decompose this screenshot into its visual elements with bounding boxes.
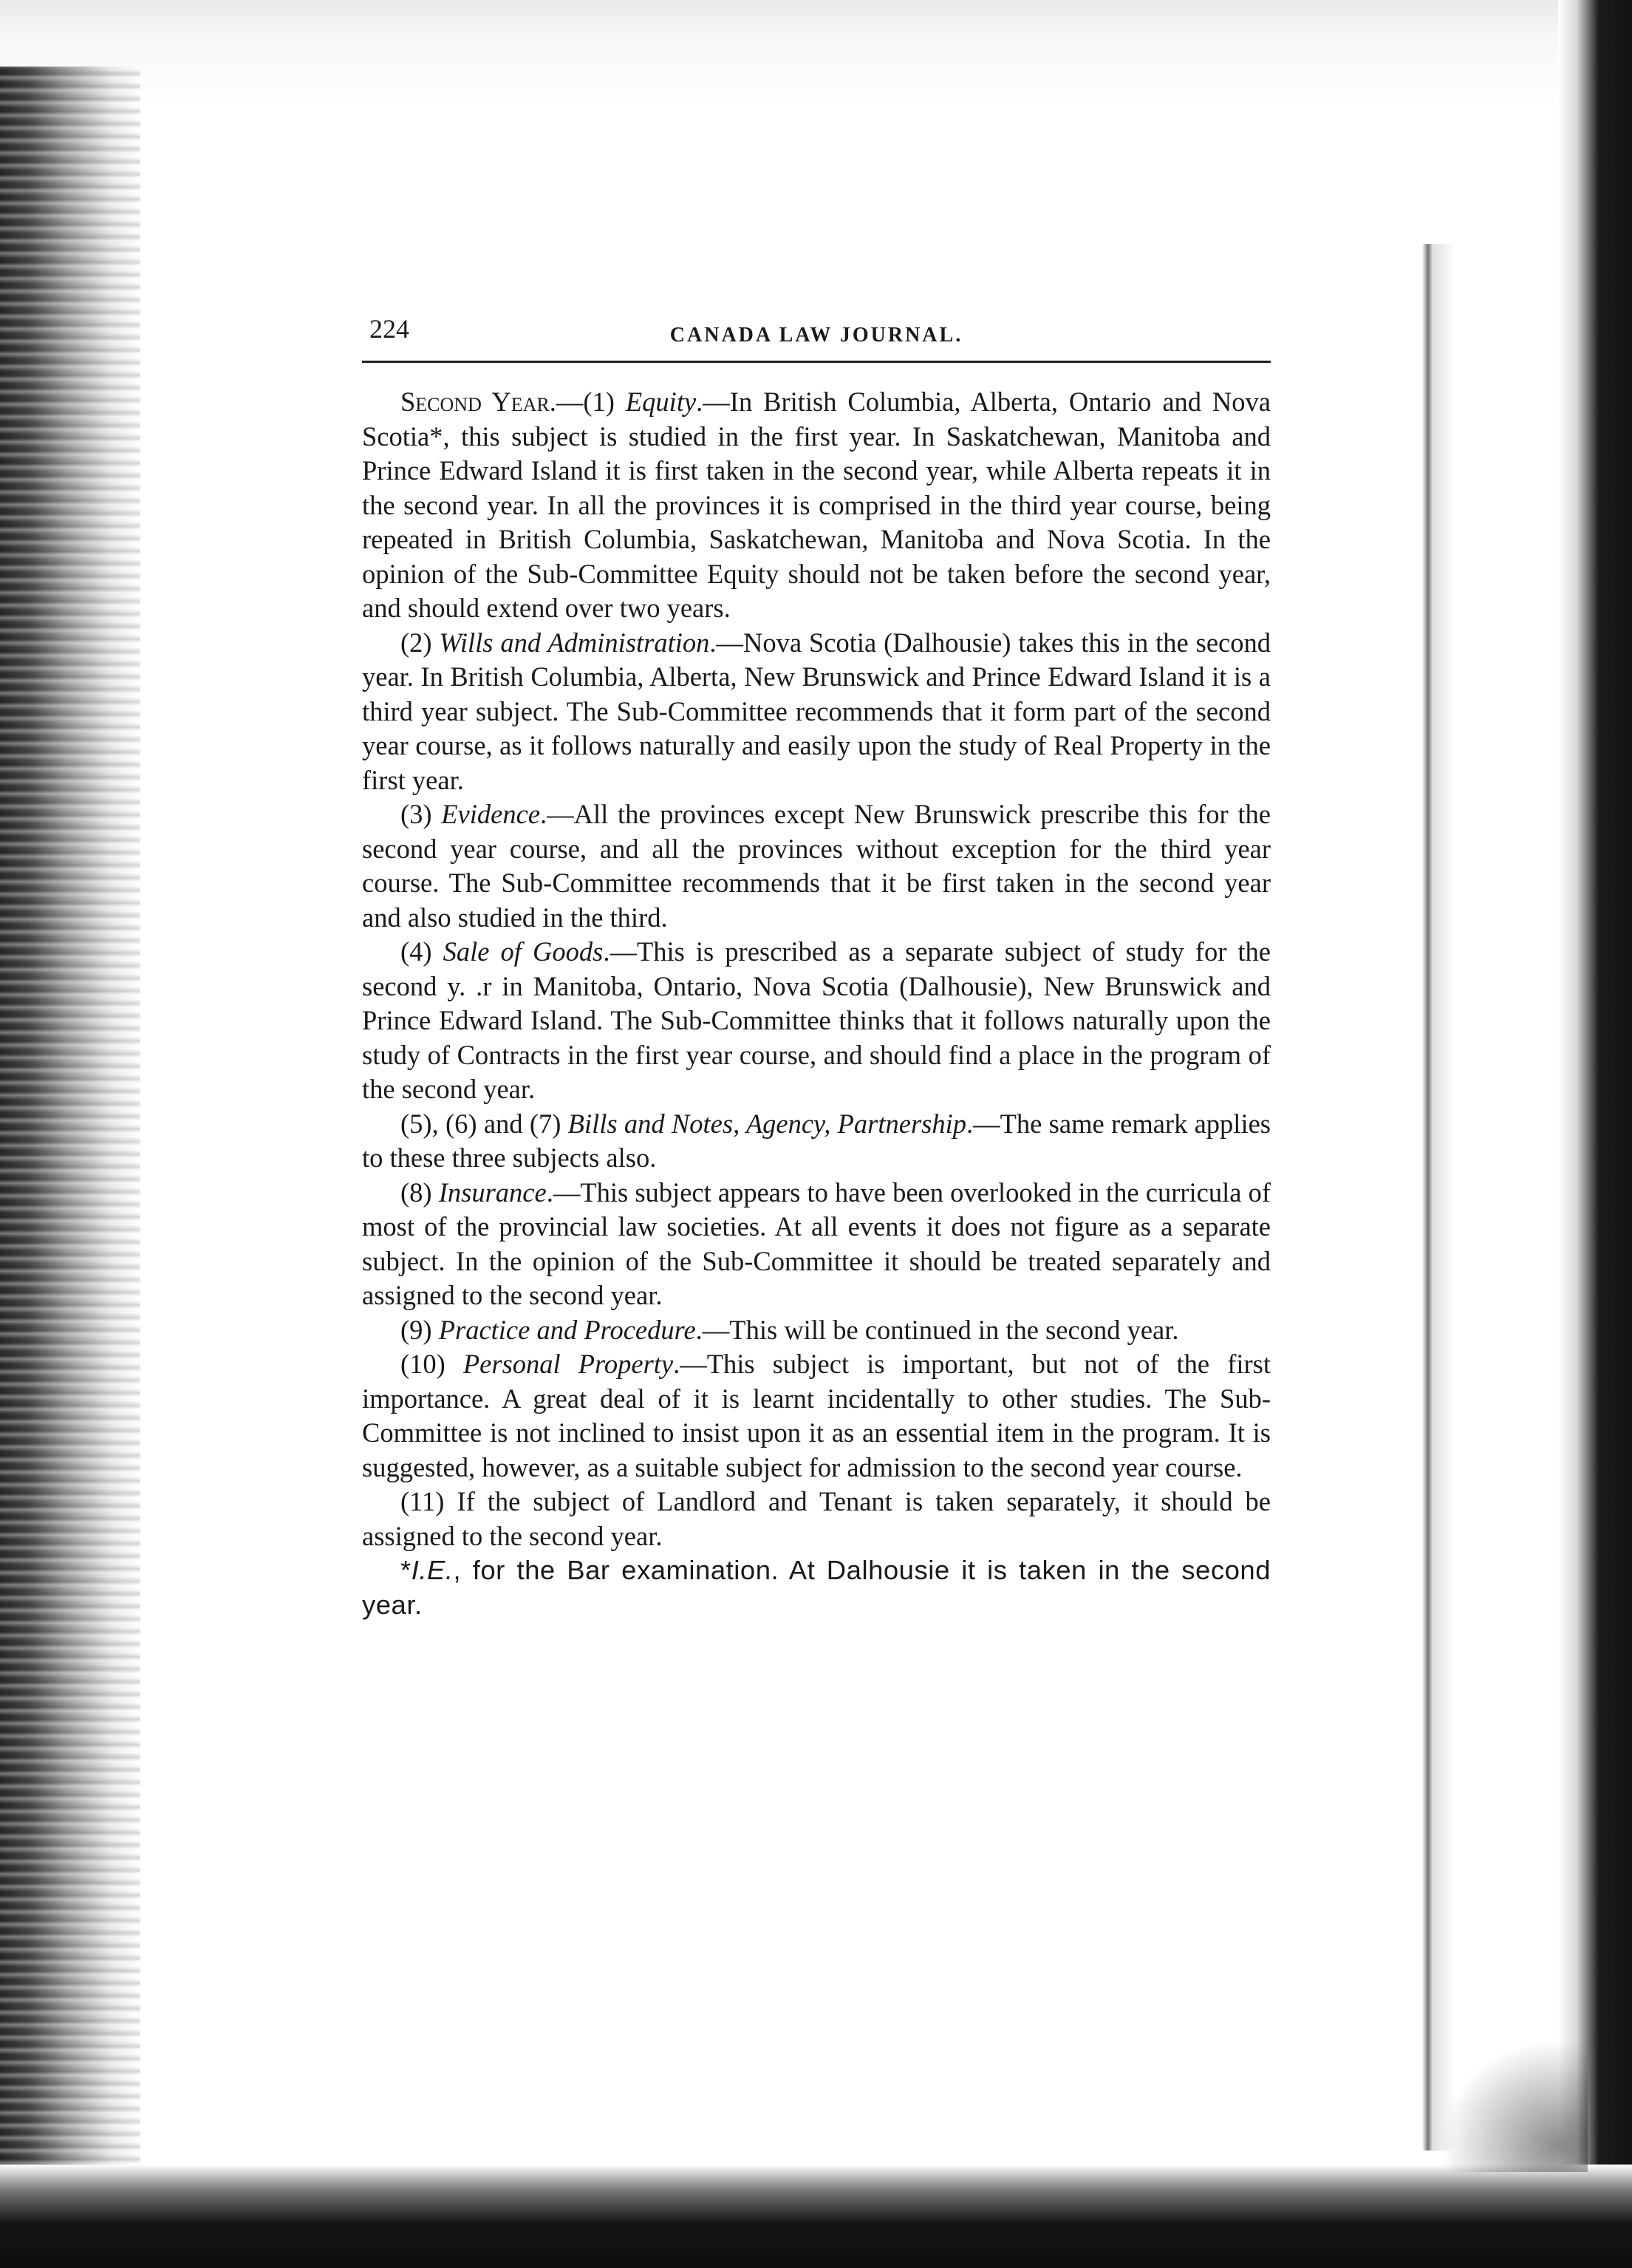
section-heading-second-year: Second Year [400, 386, 550, 417]
paragraph-heading: Insurance [438, 1176, 547, 1208]
paragraph-heading: Equity [625, 386, 697, 417]
paragraph-insurance: (8) Insurance.—This subject appears to have been overlooked in the curricula of most of the provincial law societies. At all events it does not figure as a separate subject. In the opinion of the Sub-Committee it should be treated separately and assigned to the second year. [362, 1176, 1271, 1310]
body-text [362, 385, 1271, 1622]
paragraph-text: .—This subject appears to have been overlooked in the curricula of most of the provincial law societies. At all events it does not figure as a separate subject. In the opinion of the Sub-Committee it should be treated separately and assigned to the second year. [362, 1176, 1271, 1310]
paragraph-text: If the subject of Landlord and Tenant is taken separately, it should be assigned to the second year. [362, 1486, 1271, 1551]
running-head: CANADA LAW JOURNAL. [669, 324, 963, 347]
scan-bottom-edge [0, 2165, 1632, 2268]
paragraph-sale-of-goods: (4) Sale of Goods.—This is prescribed as a separate subject of study for the second y. .r in Manitoba, Ontario, Nova Scotia (Dalhousie), New Brunswick and Prince Edward Island. The Sub-Committee thinks that it follows naturally upon the study of Contracts in the first year course, and should find a place in the program of the second year. [362, 936, 1271, 1104]
scan-corner-smudge [1440, 2039, 1588, 2172]
paragraph-wills: (2) Wills and Administration.—Nova Scotia (Dalhousie) takes this in the second year. In British Columbia, Alberta, New Brunswick and Prince Edward Island it is a third year subject. The Sub-Committee recommends that it form part of the second year course, as it follows naturally and easily upon the study of Real Property in the first year. [362, 627, 1271, 795]
footnote-text: , for the Bar examination. At Dalhousie it is taken in the second year. [362, 1555, 1271, 1620]
paragraph-heading: Personal Property [462, 1349, 674, 1379]
paragraph-text: .—This subject is important, but not of the first importance. A great deal of it is learnt incidentally to other studies. The Sub-Committee is not inclined to insist upon it as an essential item in the program. It is suggested, however, as a suitable subject for admission to the second year course. [362, 1349, 1271, 1482]
paragraph-text: .—In British Columbia, Alberta, Ontario and Nova Scotia*, this subject is studied in the first year. In Saskatchewan, Manitoba and Prince Edward Island it is first taken in the second year, while Alberta repeats it in the second year. In all the provinces it is comprised in the third year course, being repeated in British Columbia, Saskatchewan, Manitoba and Nova Scotia. In the opinion of the Sub-Committee Equity should not be taken before the second year, and should extend over two years. [362, 386, 1271, 623]
scan-top-edge [0, 0, 1632, 103]
footnote-abbr: I.E. [411, 1555, 454, 1585]
paragraph-bills-notes: (5), (6) and (7) Bills and Notes, Agency, Partnership.—The same remark applies to these three subjects also. [362, 1108, 1271, 1173]
paragraph-practice: (9) Practice and Procedure.—This will be continued in the second year. [400, 1314, 1179, 1345]
scan-right-edge [1558, 0, 1632, 2268]
header-rule [362, 361, 1271, 363]
paragraph-text: .—This is prescribed as a separate subject of study for the second y. .r in Manitoba, Ontario, Nova Scotia (Dalhousie), New Brunswick and Prince Edward Island. The Sub-Committee thinks that it follows naturally upon the study of Contracts in the first year course, and should find a place in the program of the second year. [362, 936, 1271, 1104]
paragraph-evidence: (3) Evidence.—All the provinces except New Brunswick prescribe this for the second year course, and all the provinces without exception for the third year course. The Sub-Committee recommends that it be first taken in the second year and also studied in the third. [362, 799, 1271, 933]
scan-page-shadow [1422, 244, 1455, 2150]
page-number: 224 [369, 314, 409, 344]
paragraph-equity: Second Year.—(1) Equity.—In British Columbia, Alberta, Ontario and Nova Scotia*, this subject is studied in the first year. In Saskatchewan, Manitoba and Prince Edward Island it is first taken in the second year, while Alberta repeats it in the second year. In all the provinces it is comprised in the third year course, being repeated in British Columbia, Saskatchewan, Manitoba and Nova Scotia. In the opinion of the Sub-Committee Equity should not be taken before the second year, and should extend over two years. [362, 386, 1271, 623]
paragraph-heading: Evidence [441, 799, 541, 829]
paragraph-landlord-tenant: (11) If the subject of Landlord and Tenant is taken separately, it should be assigned to the second year. [362, 1486, 1271, 1551]
footnote [362, 1553, 1271, 1622]
paragraph-text: .—The same remark applies to these three subjects also. [362, 1108, 1271, 1173]
document-page [362, 303, 1271, 1622]
paragraph-heading: Wills and Administration [439, 627, 710, 658]
paragraph-text: .—This will be continued in the second year. [695, 1314, 1179, 1345]
paragraph-text: .—All the provinces except New Brunswick prescribe this for the second year course, and all the provinces without exception for the third year course. The Sub-Committee recommends that it be first taken in the second year and also studied in the third. [362, 799, 1271, 933]
paragraph-text: .—Nova Scotia (Dalhousie) takes this in the second year. In British Columbia, Alberta, New Brunswick and Prince Edward Island it is a third year subject. The Sub-Committee recommends that it form part of the second year course, as it follows naturally and easily upon the study of Real Property in the first year. [362, 627, 1271, 795]
page-header [362, 303, 1271, 347]
footnote-marker: * [400, 1555, 412, 1585]
paragraph-heading: Bills and Notes, Agency, Partnership [567, 1108, 967, 1139]
scan-left-edge [0, 67, 140, 2268]
paragraph-personal-property: (10) Personal Property.—This subject is important, but not of the first importance. A great deal of it is learnt incidentally to other studies. The Sub-Committee is not inclined to insist upon it as an essential item in the program. It is suggested, however, as a suitable subject for admission to the second year course. [362, 1349, 1271, 1482]
paragraph-heading: Practice and Procedure [438, 1314, 696, 1345]
paragraph-heading: Sale of Goods [443, 936, 604, 967]
